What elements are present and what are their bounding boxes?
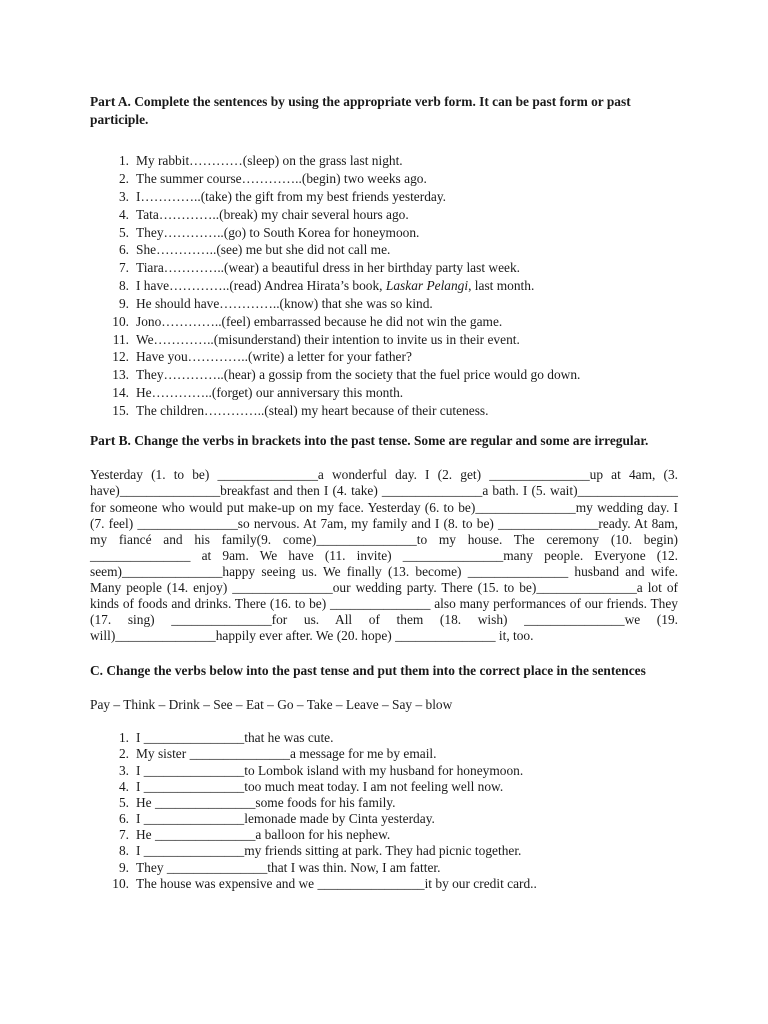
part-a-item-text: They…………..(hear) a gossip from the society that the fuel price would go down. <box>136 367 581 383</box>
part-a-item-number: 11. <box>112 331 129 347</box>
part-a-item <box>92 152 678 170</box>
part-a-item-text: She…………..(see) me but she did not call me. <box>136 242 391 258</box>
part-c-item-number: 8. <box>118 843 129 859</box>
part-a-item-number: 8. <box>118 278 129 294</box>
part-a-item-number: 5. <box>118 224 129 240</box>
part-c-item-number: 2. <box>118 746 129 762</box>
part-a-item-number: 15. <box>112 403 129 418</box>
part-a-item-text: He…………..(forget) our anniversary this month. <box>136 385 404 401</box>
part-a-item-text: Tiara…………..(wear) a beautiful dress in her birthday party last week. <box>136 260 520 276</box>
part-c-item-text: My sister _______________a message for me by email. <box>136 746 437 762</box>
part-a-item-text-after: , last month. <box>468 278 535 294</box>
part-c-item-text: I _______________lemonade made by Cinta yesterday. <box>136 811 435 827</box>
part-a-item-text: The summer course…………..(begin) two weeks ago. <box>136 171 427 187</box>
part-c-item-text: I _______________to Lombok island with my husband for honeymoon. <box>136 762 524 778</box>
part-a-item-number: 4. <box>118 206 129 222</box>
part-a-item-text: Have you…………..(write) a letter for your father? <box>136 349 412 365</box>
part-a-item-text: They…………..(go) to South Korea for honeymoon. <box>136 224 420 240</box>
part-a-item-text: I…………..(take) the gift from my best friends yesterday. <box>136 188 447 204</box>
part-c-item <box>92 794 678 810</box>
part-c-item-number: 3. <box>118 762 129 778</box>
part-c-item <box>92 810 678 826</box>
part-a-item-book-title: Laskar Pelangi <box>385 278 469 294</box>
part-a-item-number: 1. <box>118 153 129 169</box>
part-c-item-text: They _______________that I was thin. Now, I am fatter. <box>136 859 441 875</box>
part-a-heading: Part A. Complete the sentences by using the appropriate verb form. It can be past form or past participle. <box>90 94 631 127</box>
part-a-list <box>92 152 678 420</box>
part-c-item-number: 7. <box>118 827 129 843</box>
part-c-item <box>92 745 678 761</box>
part-c-heading: C. Change the verbs below into the past tense and put them into the correct place in the sentences <box>90 662 646 678</box>
part-a-item <box>92 206 678 224</box>
part-a-item-text <box>136 277 534 295</box>
part-a-item-number: 2. <box>118 171 129 187</box>
part-a-item-number: 3. <box>118 188 129 204</box>
part-a-item <box>92 331 678 349</box>
word-bank: Pay – Think – Drink – See – Eat – Go – Take – Leave – Say – blow <box>90 696 453 712</box>
part-a-item-number: 13. <box>112 367 129 383</box>
part-c-item <box>92 778 678 794</box>
part-a-item-number: 7. <box>118 260 129 276</box>
part-c-item-text: I _______________that he was cute. <box>136 730 334 746</box>
part-a-item-text: Jono…………..(feel) embarrassed because he did not win the game. <box>136 313 503 329</box>
part-b-paragraph: Yesterday (1. to be) _______________a wonderful day. I (2. get) _______________up at 4am, (3. have)_______________breakfast and then I (4. take) _______________a bath. I (5. wait)_______________ for someone who would put make-up on my face. Yesterday (6. to be)_______________my wedding day. I (7. feel) _______________so nervous. At 7am, my family and I (8. to be) _______________ready. At 8am, my fiancé and his family(9. come)_______________to my house. The ceremony (10. begin) _______________ at 9am. We have (11. invite) _______________many people. Everyone (12. seem)_______________happy seeing us. We finally (13. become) _______________ husband and wife. Many people (14. enjoy) _______________our wedding party. There (15. to be)_______________a lot of kinds of foods and drinks. There (16. to be) _______________ also many performances of our friends. They (17. sing) _______________for us. All of them (18. wish) _______________we (19. will)_______________happily ever after. We (20. hope) _______________ it, too. <box>90 467 678 643</box>
part-a-item-number: 14. <box>112 385 129 401</box>
part-c-item-number: 10. <box>112 875 129 891</box>
part-a-item-text: My rabbit…………(sleep) on the grass last night. <box>136 153 403 169</box>
part-c-list <box>92 729 678 891</box>
part-a-item-text-before: I have…………..(read) Andrea Hirata’s book, <box>136 278 386 294</box>
part-c-item-text: I _______________my friends sitting at park. They had picnic together. <box>136 843 522 859</box>
part-a-item <box>92 224 678 242</box>
part-a-item-text: Tata…………..(break) my chair several hours ago. <box>136 206 409 222</box>
part-a-item <box>92 295 678 313</box>
part-c-item <box>92 826 678 842</box>
worksheet-page <box>90 93 678 891</box>
part-a-item <box>92 188 678 206</box>
part-c-item-text: The house was expensive and we ________________it by our credit card.. <box>136 875 537 891</box>
part-c-item-number: 5. <box>118 794 129 810</box>
part-a-item-text: The children…………..(steal) my heart because of their cuteness. <box>136 403 489 418</box>
part-a-item <box>92 241 678 259</box>
part-c-item-number: 4. <box>118 778 129 794</box>
part-c-item <box>92 859 678 875</box>
part-a-item <box>92 402 678 420</box>
part-c-item <box>92 875 678 891</box>
part-a-item-number: 9. <box>118 295 129 311</box>
part-a-item <box>92 277 678 295</box>
part-c-item-text: He _______________some foods for his family. <box>136 794 396 810</box>
part-a-item-text: We…………..(misunderstand) their intention to invite us in their event. <box>136 331 520 347</box>
part-a-item <box>92 366 678 384</box>
part-a-item-number: 10. <box>112 313 129 329</box>
part-a-item-number: 12. <box>112 349 129 365</box>
part-c-item <box>92 842 678 858</box>
part-c-item-number: 1. <box>118 730 129 746</box>
part-c-item-number: 6. <box>118 811 129 827</box>
part-a-item <box>92 384 678 402</box>
part-c-item-text: I _______________too much meat today. I am not feeling well now. <box>136 778 504 794</box>
part-c-item-text: He _______________a balloon for his nephew. <box>136 827 391 843</box>
part-b-heading: Part B. Change the verbs in brackets into the past tense. Some are regular and some are irregular. <box>90 432 649 448</box>
part-a-item <box>92 348 678 366</box>
part-a-item-number: 6. <box>118 242 129 258</box>
part-a-item <box>92 313 678 331</box>
part-a-item <box>92 170 678 188</box>
part-c-item <box>92 762 678 778</box>
part-a-item-text: He should have…………..(know) that she was so kind. <box>136 295 433 311</box>
part-a-item <box>92 259 678 277</box>
part-c-item-number: 9. <box>118 859 129 875</box>
part-c-item <box>92 729 678 745</box>
